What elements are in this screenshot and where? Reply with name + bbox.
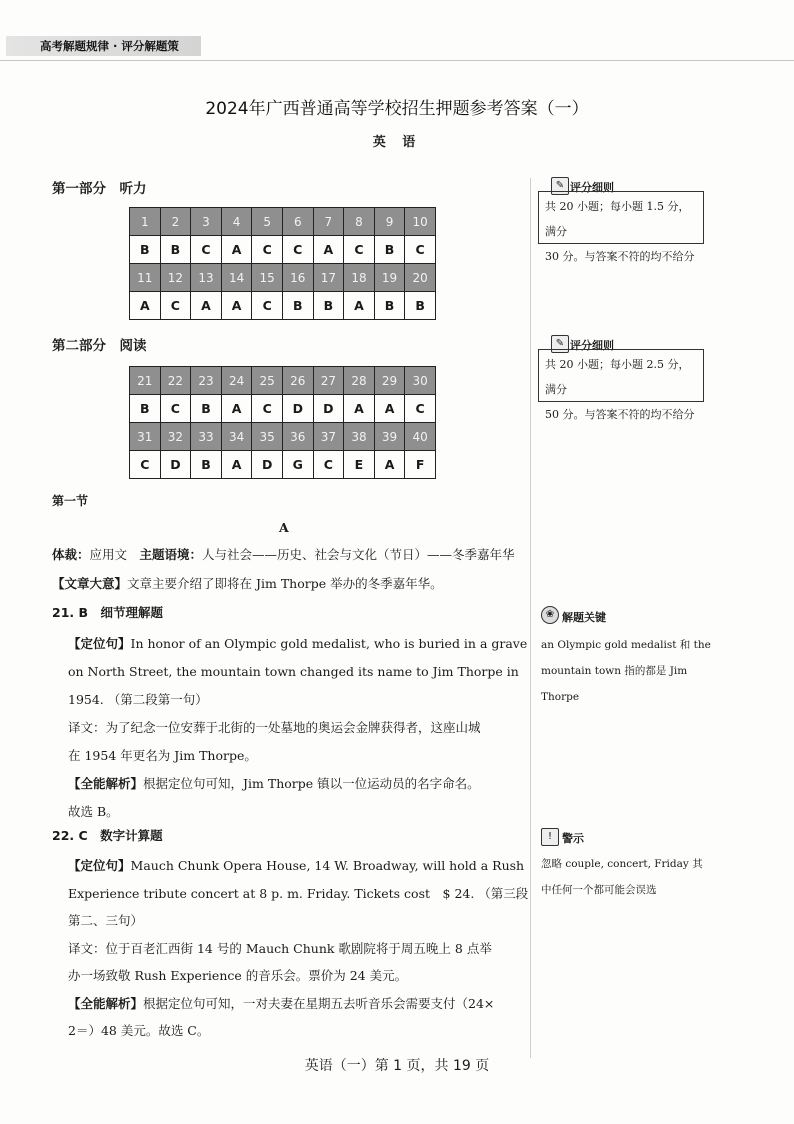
question-21-body	[68, 630, 527, 826]
warning-line: 中任何一个都可能会误选	[541, 884, 657, 896]
question-number-cell: 20	[405, 264, 436, 292]
score-rules-label: 评分细则	[570, 339, 614, 352]
question-number-cell: 15	[252, 264, 283, 292]
answer-cell: A	[344, 292, 375, 320]
warning-line: 忽略 couple, concert, Friday 其	[541, 858, 703, 870]
answer-cell: B	[313, 292, 344, 320]
question-number-cell: 16	[282, 264, 313, 292]
key-tip-label: 解题关键	[562, 611, 606, 624]
question-number-cell: 21	[130, 367, 161, 395]
answer-cell: C	[252, 292, 283, 320]
question-number-cell: 4	[221, 208, 252, 236]
translation-line: 办一场致敬 Rush Experience 的音乐会。票价为 24 美元。	[68, 968, 408, 983]
question-number-cell: 40	[405, 423, 436, 451]
answer-cell: C	[130, 451, 161, 479]
question-number-cell: 9	[374, 208, 405, 236]
question-number-cell: 10	[405, 208, 436, 236]
answer-cell: A	[221, 451, 252, 479]
locator-line: on North Street, the mountain town changed its name to Jim Thorpe in	[68, 664, 519, 679]
question-number-cell: 8	[344, 208, 375, 236]
summary-label: 【文章大意】	[52, 576, 128, 591]
answer-cell: A	[374, 451, 405, 479]
answer-cell: B	[160, 236, 191, 264]
analysis-line	[68, 990, 528, 1018]
score-rules-line: 共 20 小题；每小题 2.5 分，满分	[545, 358, 690, 396]
score-rules-box-listening	[538, 191, 704, 263]
question-number-cell: 6	[282, 208, 313, 236]
analysis-text: 根据定位句可知，一对夫妻在星期五去听音乐会需要支付（24×	[143, 995, 495, 1011]
answer-cell: D	[282, 395, 313, 423]
header-tag: 高考解题规律 · 评分解题策	[6, 36, 201, 56]
answer-cell: C	[252, 395, 283, 423]
answer-cell: B	[191, 451, 222, 479]
table-row-numbers	[130, 423, 436, 451]
summary-line	[52, 575, 443, 593]
question-number-cell: 25	[252, 367, 283, 395]
answer-cell: B	[374, 236, 405, 264]
score-rules-line: 50 分。与答案不符的均不给分	[545, 408, 695, 421]
warning-text	[541, 851, 703, 903]
answer-cell: A	[221, 292, 252, 320]
answer-cell: C	[282, 236, 313, 264]
question-number-cell: 27	[313, 367, 344, 395]
question-number-cell: 2	[160, 208, 191, 236]
genre-value: 应用文	[89, 547, 140, 562]
question-number-cell: 29	[374, 367, 405, 395]
table-row-answers	[130, 292, 436, 320]
answer-cell: C	[405, 395, 436, 423]
answer-cell: F	[405, 451, 436, 479]
table-row-answers	[130, 451, 436, 479]
header-divider	[0, 60, 794, 61]
question-number-cell: 33	[191, 423, 222, 451]
locator-line	[68, 852, 528, 880]
question-number-cell: 36	[282, 423, 313, 451]
passage-label: A	[279, 520, 289, 535]
question-number-cell: 39	[374, 423, 405, 451]
question-number-cell: 34	[221, 423, 252, 451]
translation-line: 在 1954 年更名为 Jim Thorpe。	[68, 748, 257, 763]
analysis-line: 故选 B。	[68, 804, 119, 819]
question-22-body	[68, 852, 528, 1045]
score-rules-label: 评分细则	[570, 181, 614, 194]
page-title: 2024年广西普通高等学校招生押题参考答案（一）	[205, 99, 589, 119]
key-tip-line: mountain town 指的都是 Jim	[541, 665, 688, 677]
warning-label: 警示	[562, 832, 584, 845]
question-number-cell: 26	[282, 367, 313, 395]
answer-cell: A	[191, 292, 222, 320]
answer-cell: B	[374, 292, 405, 320]
answer-cell: D	[252, 451, 283, 479]
key-tip-line: an Olympic gold medalist 和 the	[541, 639, 711, 651]
table-row-numbers	[130, 264, 436, 292]
answer-cell: A	[221, 236, 252, 264]
key-tip-text	[541, 632, 711, 710]
table-row-numbers	[130, 208, 436, 236]
translation-line: 译文：为了纪念一位安葬于北街的一处墓地的奥运会金牌获得者，这座山城	[68, 720, 481, 735]
question-number-cell: 19	[374, 264, 405, 292]
table-row-answers	[130, 395, 436, 423]
side-column-divider	[530, 178, 531, 1058]
score-rules-icon: ✎	[551, 177, 569, 195]
analysis-label: 【全能解析】	[68, 995, 144, 1011]
analysis-line: 2＝）48 美元。故选 C。	[68, 1023, 210, 1038]
answer-cell: D	[160, 451, 191, 479]
answer-cell: C	[160, 292, 191, 320]
question-21-heading: 21. B 细节理解题	[52, 605, 164, 620]
genre-line	[52, 546, 515, 564]
locator-line: 1954. （第二段第一句）	[68, 692, 208, 707]
question-number-cell: 28	[344, 367, 375, 395]
locator-label: 【定位句】	[68, 636, 131, 651]
answer-cell: C	[252, 236, 283, 264]
analysis-line	[68, 770, 527, 798]
key-tip-line: Thorpe	[541, 691, 580, 703]
analysis-label: 【全能解析】	[68, 776, 144, 791]
locator-line	[68, 630, 527, 658]
locator-text: Mauch Chunk Opera House, 14 W. Broadway, will hold a Rush	[130, 858, 525, 873]
question-number-cell: 32	[160, 423, 191, 451]
part1-heading: 第一部分 听力	[52, 181, 147, 197]
question-number-cell: 37	[313, 423, 344, 451]
answer-cell: B	[191, 395, 222, 423]
warning-icon: !	[541, 828, 559, 846]
question-number-cell: 17	[313, 264, 344, 292]
question-22-heading: 22. C 数字计算题	[52, 828, 163, 843]
locator-text: In honor of an Olympic gold medalist, who is buried in a grave	[130, 636, 528, 651]
answer-cell: C	[344, 236, 375, 264]
question-number-cell: 14	[221, 264, 252, 292]
question-number-cell: 23	[191, 367, 222, 395]
genre-label: 体裁：	[52, 547, 90, 562]
question-number-cell: 13	[191, 264, 222, 292]
answer-cell: A	[313, 236, 344, 264]
question-number-cell: 22	[160, 367, 191, 395]
answer-cell: C	[191, 236, 222, 264]
summary-text: 文章主要介绍了即将在 Jim Thorpe 举办的冬季嘉年华。	[127, 576, 443, 591]
question-number-cell: 18	[344, 264, 375, 292]
locator-line: 第二、三句）	[68, 913, 144, 928]
answer-cell: G	[282, 451, 313, 479]
answer-cell: C	[405, 236, 436, 264]
answer-cell: D	[313, 395, 344, 423]
analysis-text: 根据定位句可知，Jim Thorpe 镇以一位运动员的名字命名。	[143, 776, 480, 791]
subject-title: 英 语	[372, 135, 422, 150]
question-number-cell: 1	[130, 208, 161, 236]
answer-cell: B	[405, 292, 436, 320]
question-number-cell: 12	[160, 264, 191, 292]
answer-cell: A	[130, 292, 161, 320]
answer-cell: B	[282, 292, 313, 320]
answer-cell: E	[344, 451, 375, 479]
question-number-cell: 5	[252, 208, 283, 236]
score-rules-line: 30 分。与答案不符的均不给分	[545, 250, 695, 263]
answer-cell: A	[344, 395, 375, 423]
score-rules-icon: ✎	[551, 335, 569, 353]
question-number-cell: 3	[191, 208, 222, 236]
theme-label: 主题语境：	[139, 547, 203, 562]
table-row-answers	[130, 236, 436, 264]
locator-label: 【定位句】	[68, 858, 131, 873]
theme-value: 人与社会——历史、社会与文化（节日）——冬季嘉年华	[202, 547, 515, 562]
page-footer: 英语（一）第 1 页，共 19 页	[304, 1058, 490, 1074]
answer-cell: C	[313, 451, 344, 479]
answer-table-reading	[129, 366, 436, 479]
question-number-cell: 38	[344, 423, 375, 451]
answer-cell: C	[160, 395, 191, 423]
question-number-cell: 35	[252, 423, 283, 451]
answer-cell: B	[130, 395, 161, 423]
question-number-cell: 31	[130, 423, 161, 451]
key-tip-icon: ❀	[541, 606, 559, 624]
locator-line: Experience tribute concert at 8 p. m. Friday. Tickets cost $ 24. （第三段	[68, 885, 529, 901]
part2-heading: 第二部分 阅读	[52, 338, 147, 354]
table-row-numbers	[130, 367, 436, 395]
score-rules-box-reading	[538, 349, 704, 421]
translation-line: 译文：位于百老汇西街 14 号的 Mauch Chunk 歌剧院将于周五晚上 8 点举	[68, 940, 492, 956]
score-rules-line: 共 20 小题；每小题 1.5 分，满分	[545, 200, 690, 238]
answer-table-listening	[129, 207, 436, 320]
question-number-cell: 30	[405, 367, 436, 395]
answer-cell: A	[221, 395, 252, 423]
question-number-cell: 24	[221, 367, 252, 395]
section-heading: 第一节	[52, 494, 89, 508]
answer-cell: B	[130, 236, 161, 264]
question-number-cell: 11	[130, 264, 161, 292]
question-number-cell: 7	[313, 208, 344, 236]
answer-cell: A	[374, 395, 405, 423]
